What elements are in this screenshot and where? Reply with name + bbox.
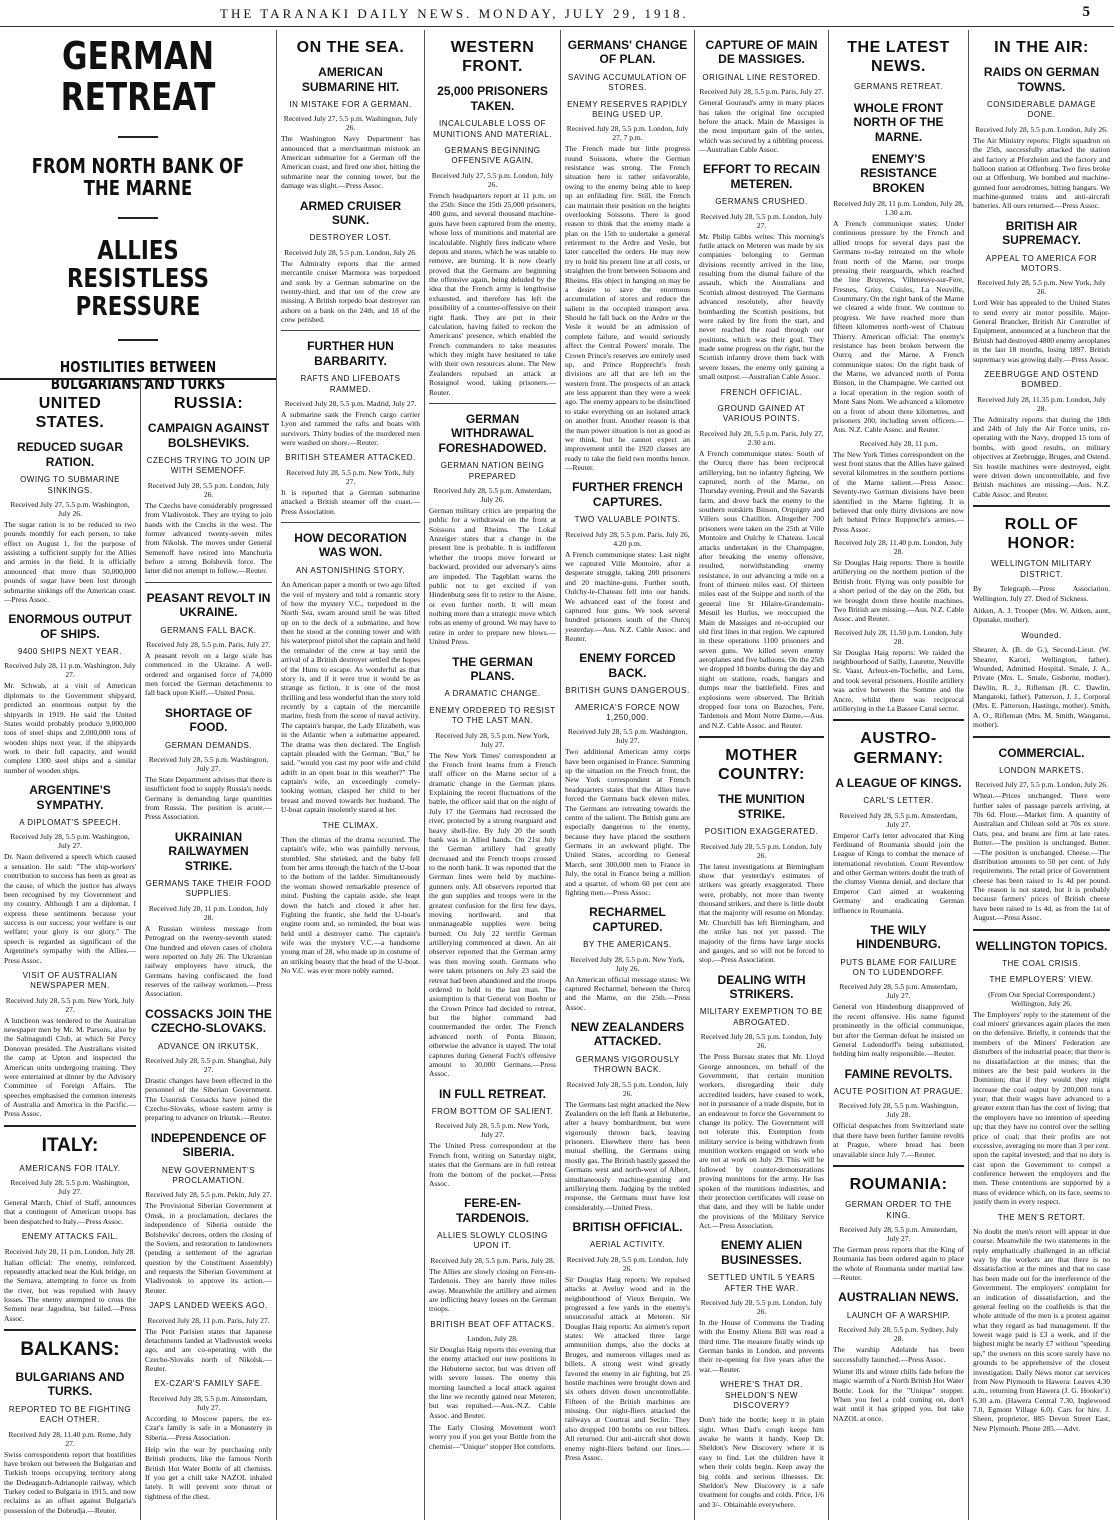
masthead-title: THE TARANAKI DAILY NEWS. MONDAY, JULY 29, 1918.: [220, 6, 689, 21]
article-body: The latest investigations at Birmingham show that yesterday's estimates of strikers was greatly exaggerated. There were, probably, not more than twenty thousand strikers, and there is little doubt that the majority will resume on Monday. Mr. Churchill has left Birmingham, and the strike has not yet passed. The majority of the firms have large stocks and gauges, and so will not be forced to stop.—Press Association.: [699, 861, 824, 965]
article-heading: HOW DECORATION WAS WON.: [294, 530, 407, 560]
article-heading: COSSACKS JOIN THE CZECHO-SLOVAKS.: [145, 1006, 272, 1036]
subheading: ORIGINAL LINE RESTORED.: [702, 72, 821, 82]
divider: [4, 1329, 136, 1331]
article-body: Official despatches from Switzerland state that there have been further famine revolts at Prague, where bread has been unavailable since July 7.—Reuter.: [833, 1121, 964, 1159]
subheading: AMERICA'S FORCE NOW 1,250,000.: [575, 702, 680, 722]
subheading: PUTS BLAME FOR FAILURE ON TO LUDENDORFF.: [840, 957, 957, 978]
article-heading: BRITISH AIR SUPREMACY.: [1002, 218, 1081, 248]
subheading: AMERICANS FOR ITALY.: [19, 1163, 121, 1173]
article-body: The Washington Navy Department has announced that a merchantman mistook an American submarine for a German off the American coast, and fired one shot, hitting the submarine near the conning tower, but the damage was slight.—Press Assoc.: [281, 134, 420, 191]
subheading: GERMAN NATION BEING PREPARED: [440, 461, 545, 481]
article-heading: THE GERMAN PLANS.: [452, 654, 533, 683]
dateline: Received July 28, 5.5 p.m. Pekin, July 27.: [145, 1190, 272, 1200]
article-body: Then the climax of the drama occurred. The captain's wife, who was painfully nervous, stumbled. She shrieked, and the baby fell from her arms through the hatch of the U-boat to the bottom of the ladder. Simultaneously the woman showed remarkable presence of mind. Pushing the captain aside, she leapt down the hatch and closed it after her. Fighting the frantic, she held the U-boat's engine room and, so reminded, the boat was held until a destroyer came. The captain's wife was the mystery V.C.—a handsome young man of 28, who made up in costume of an striking beauty that the head of the U-boat. No V.C. was ever more nobly earned.: [281, 834, 420, 976]
article-body: The Employers' reply to the statement of the coal miners' grievances again places the men on the defensive. Briefly, it contends that the members of the Miners' Federation are disturbers of the industrial peace; that there is no dissatisfaction at the mines; that the miners are the best paid workers in the Dominion; that if they would they might increase the coal output by 200,000 tons a year; that their wages have advanced to a greater extent than has the cost of living; that the employers have no intention of speeding up; that they have no control over the selling price of coal; that their profits are not excessive, averaging no more than 3 per cent. upon the capital invested; and that no duty is cast upon the Government to compel a conference between the employers and the men. These contentions are supported by a mass of evidence which, on its face, seems to justify them in every respect.: [973, 1009, 1110, 1207]
subheading: AERIAL ACTIVITY.: [589, 1240, 666, 1250]
article-body: A French communique states: Under continuous pressure by the French and allied troops for several days past the Germans to-day retreated on the whole front north of the Marne, our troops pressing their rearguards, which reached the line Bruyeres, Villeneuve-sur-Fere, Fresnes, Grisy, Cuisles, La Neuville, Coummary. On the right bank of the Marne we cleared a wide front. We continue to progress. We have reached more than fifteen kilometres north-west of Chateau Thierry. American official: The enemy's resistance has been broken between the Ourcq and the Marne. A French communique states: On the right bank of the Marne, we advanced north of Ponta Binson, in the Champagne. We carried out a local operation in the region south of Mont Sans Nom. We advanced a kilometre on a front of about three kilometres, and prisoners 200, including seven officers.—Aus. N.Z. Cable Assoc. and Reuter.: [833, 219, 964, 435]
dateline: Received July 28, 5.5 p.m. London, July 26.: [566, 1254, 689, 1273]
article-heading: IN FULL RETREAT.: [439, 1086, 546, 1101]
divider: [0, 378, 276, 380]
article-heading: EFFORT TO RECAIN METEREN.: [702, 162, 821, 191]
article-body: According to Moscow papers, the ex-Czar's family is safe in a Monastery in Siberia.—Press Association.: [145, 1413, 272, 1442]
article-body: The New York Times correspondent on the west front states that the Allies have gained several kilometres in the southern portions of the Marne salient.—Press Assoc. Seventy-two German divisions have been identified in the Marne fighting. It is believed that only thirty divisions are now left behind Prince Rupprecht's armies.—Press Assoc.: [833, 449, 964, 534]
article-heading: BULGARIANS AND TURKS.: [15, 1369, 125, 1399]
section-heading: WELLINGTON TOPICS.: [975, 938, 1108, 953]
dateline: London, July 28.: [467, 1334, 518, 1344]
subheading: Wounded.: [1021, 630, 1062, 640]
column-3: [277, 30, 424, 1520]
article-heading: GERMAN WITHDRAWAL FORESHADOWED.: [438, 411, 547, 455]
article-heading: CAPTURE OF MAIN DE MASSIGES.: [705, 38, 818, 67]
divider: [973, 505, 1110, 507]
article-body: The Provisional Siberian Government at Omsk, in a proclamation, declares the independence of Siberia outside the Bolsheviks' decrees, orders the closing of the Soviets, and restoration to landowners (pending a settlement of the agrarian question by the Constituent Assembly) and requests the Siberian Government at Vladivostok to approve its action.—Reuter.: [145, 1201, 272, 1295]
article-body: General Gouraud's army in many places has taken the original line occupied before the attack. Main de Massiges is the most important gain of the series, which was secured by a nibbling process.—Australian Cable Assoc.: [699, 98, 824, 155]
article-body: The French made but little progress round Soissons, where the German resistance was strong. The French situation here is rather unfavorable, owing to the enemy being able to keep up an enfilading fire. Still, the French can maintain their position on the heights overlooking Soissons. There is good reason to think that the enemy made a plan on the 15th to undertake a general retirement to the Ardre and Vesle, but later cancelled the orders. He may now try to hold his present line at all costs, or straighten the front between Soissons and Rheims. His object in hanging on may be a desire to save the enormous accumulation of stores and reduce the salient in the occupied transport area. Should he fall back on the Ardre or the Vesle it would be an admission of complete failure, and would seriously affect the Central Powers' morale. The Crown Prince's reserves are entirely used up, and Prince Rupprecht's fresh divisions are all that are left on the western front. The prospects of an attack are less apparent than they were a week ago. The enemy appears to be disinclined to stake everything on an isolated attack on another front. Another reason is that the man power situation is not as good as we think, but he cannot expect an improvement until the 1920 classes are ready to take the field two months hence.—Reuter.: [565, 144, 690, 473]
article-body: A French communique states: South of the Ourcq there has been reciprocal artillerying, but no infantry fighting. We captured, north of the Marne, on Thursday evening, Preuil and the Savards farm, and drove back the enemy to the southern outskirts Binson, Orquigny and Villers sous Chatillon. Altogether 700 prisoners were taken on the 25th at Ville Montoire and Oulchy le Chateau. Local attacks undertaken in the Champagne, after breaking the enemy offensive, resulted, notwithstanding enemy resistance, in our advancing a mile on a front of thirteen miles east. Of thirteen miles east of the Suippe and north of the general line St Hilaire-Grandemain-Mesnil les Hurlus, we reoccupied the Main de Massiges and re-occupied our old first lines in that region. We captured in these operations 1100 prisoners and seven guns. We killed seven enemy aeroplanes and five balloons. On the 25th we dropped 18 bombs during the day and night on stations, roads, hangars and dumps near the battlefield. Fires and explosions were observed. The British dropped four tons on Bazoches, Fere, Tardenois and Mont Notre Dame.—Aus. and N.Z. Cable Assoc. and Reuter.: [699, 448, 824, 730]
article-body: The warship Adelaide has been successfully launched.—Press Assoc.: [833, 1345, 964, 1364]
subheading: CARL'S LETTER.: [863, 796, 934, 806]
dateline: Received July 28, 5.5 p.m. Amsterdam, July 27.: [839, 810, 958, 829]
article-body: Sir Douglas Haig reports this evening that the enemy attacked our new positions in the Hebuterne sector, but was driven off with severe losses. The enemy this morning launched a local attack against the line we recently gained near Meteren, but was repulsed.—Aus.-N.Z. Cable Assoc. and Reuter.: [429, 1345, 556, 1420]
dateline: Received July 28, 5.5 p.m. Amsterdam, July 27.: [839, 982, 958, 1001]
subheading: REPORTED TO BE FIGHTING EACH OTHER.: [8, 1404, 132, 1425]
subheading: BRITISH BEAT OFF ATTACKS.: [430, 1319, 555, 1329]
subheading: VISIT OF AUSTRALIAN NEWSPAPER MEN.: [22, 970, 118, 991]
subheading: RAFTS AND LIFEBOATS RAMMED.: [300, 374, 401, 394]
article-body: Mr. Philip Gibbs writes: This morning's futile attack on Meteren was made by six companies belonging to German divisions recently arrived in the line, resulting from the dismal failure of the assault, which the Australians and Scottish almost destroyed. The Germans advanced resolutely, after heavily bombarding the Scottish positions, but were raked by fire from the start, and never reached the road through our positions, which was their goal. They made some progress on the right, but the Scottish infantry drove them back with severe losses, the enemy only gaining a small outpost.—Australian Cable Assoc.: [699, 231, 824, 382]
article-body: The Admiralty reports that during the 18th and 24th of July the Air Force units, co-operating with the Navy, dropped 15 tons of bombs, with good results, on military objectives at Zeebrugge, Bruges, and Ostend. Six hostile machines were destroyed, eight were driven down uncontrollable, and five British machines are missing.—Aus. N.Z. Cable Assoc. and Reuter.: [973, 414, 1110, 499]
article-heading: NEW ZEALANDERS ATTACKED.: [570, 1020, 685, 1049]
column-2: [141, 386, 276, 1520]
section-heading: ROUMANIA:: [849, 1175, 948, 1193]
article-heading: THE MUNITION STRIKE.: [718, 792, 805, 821]
dateline: Received July 28, 5.5 p.m. New York, July 27.: [286, 467, 415, 486]
section-heading: COMMERCIAL.: [998, 745, 1085, 760]
divider: [281, 330, 420, 331]
article-heading: ARGENTINE'S SYMPATHY.: [29, 783, 111, 812]
dateline: Received July 28, 5.5 p.m. London, July 26.: [147, 480, 270, 499]
divider: [973, 929, 1110, 931]
dateline: Received July 28, 5.5 p.m. Shanghai, July 27.: [145, 1055, 272, 1074]
section-heading: THE LATEST NEWS.: [847, 39, 950, 76]
subheading: TWO VALUABLE POINTS.: [574, 515, 681, 525]
section-heading: UNITED STATES.: [35, 395, 105, 432]
advertisement: Help win the war by purchasing only British products, like the famous North British Hot Water Bottle of all chemists. If you get a chill take NAZOL inhaled lately. It will prevent sore throat or tightness of the chest.: [145, 1444, 272, 1501]
article-heading: FURTHER FRENCH CAPTURES.: [572, 480, 683, 509]
article-heading: RAIDS ON GERMAN TOWNS.: [983, 65, 1100, 94]
subheading: IN MISTAKE FOR A GERMAN.: [289, 99, 412, 109]
article-body: A French communique states: Last night we captured Ville Montoire, after a desperate struggle, taking 200 prisoners and 20 machine-guns. Further south, Oulchy-le-Chateau fell into our hands. We advanced east of the forest and captured four guns. We took several hundred prisoners south of the Ourcq yesterday.—Aus. N.Z. Cable Assoc. and Reuter.: [565, 549, 690, 644]
article-heading: ENEMY'S RESISTANCE BROKEN: [860, 151, 937, 195]
article-heading: AMERICAN SUBMARINE HIT.: [301, 65, 400, 94]
dateline: Received July 28, 5.5 p.m. London, July 26.: [700, 841, 823, 860]
article-body: Lord Weir has appealed to the United States to send every air motor possible. Major-General Brancker, British Air Controller of Equipment, announced at a luncheon that the British had destroyed 4800 enemy aeroplanes in the last 18 months, losing 1897. British supremacy was growing daily.—Press Assoc.: [973, 298, 1110, 364]
dateline: Received July 28, 5.5 p.m. New York, July 26.: [977, 278, 1106, 297]
subheading: LAUNCH OF A WARSHIP.: [846, 1310, 951, 1320]
column-4: [425, 30, 560, 1520]
divider: [118, 217, 158, 219]
subheading: THE EMPLOYERS' VIEW.: [989, 975, 1094, 985]
article-body: The Press Bureau states that Mr. Lloyd George announces, on behalf of the Government, that certain munition workers, disregarding their duly accredited leaders, have ceased to work, not in pursuance of a trade dispute, but in an endeavour to force the Government to change its policy. The Government will not tolerate this. Exemption from military service is being withdrawn from munition workers engaged on work who are not at work on July 29. This will be followed by counter-demonstrations proving munitions for the army. He has spoken of the munitions industries, and their protection certificates will cease on that date, and they will be liable under the provisions of the Military Service Act.—Press Association.: [699, 1052, 824, 1230]
dateline: Received July 28, 5.5 p.m. London, July 26.: [284, 247, 417, 257]
subheading: OWING TO SUBMARINE SINKINGS.: [20, 475, 120, 495]
subheading: EX-CZAR'S FAMILY SAFE.: [154, 1379, 263, 1389]
article-body: The State Department advises that there is insufficient food to supply Russia's needs. Germany is demanding large quantities from Russia. The position is acute.—Press Association.: [145, 774, 272, 822]
subheading: APPEAL TO AMERICA FOR MOTORS.: [985, 253, 1098, 273]
subheading: NEW GOVERNMENT'S PROCLAMATION.: [161, 1165, 256, 1186]
dateline: Received July 28, 5.5 p.m. London, July 27, 7 p.m.: [566, 124, 689, 143]
dateline: Received July 28, 5.5 p.m. London, July 26.: [700, 1297, 823, 1316]
divider: [973, 736, 1110, 738]
article-body: The German press reports that the King of Roumania has been ordered again to place the whole of Roumania under martial law.—Reuter.: [833, 1244, 964, 1283]
section-heading: IN THE AIR:: [994, 39, 1089, 56]
dateline: Received July 28, 5.5 p.m. Washington, July 28.: [838, 1101, 959, 1120]
subheading: ENEMY ORDERED TO RESIST TO THE LAST MAN.: [429, 705, 556, 726]
dateline: Received July 28, 5.5 p.m. New York, July 26.: [570, 954, 685, 973]
subheading: THE MEN'S RETORT.: [997, 1212, 1086, 1222]
article-body: Aitken, A. J. Trooper (Mrs. W. Aitken, aunt, Opunake, mother).: [973, 606, 1110, 625]
column-6: [695, 30, 828, 1520]
dateline: Received July 28, 11.40 p.m. London, July 28.: [834, 538, 963, 557]
article-heading: AUSTRALIAN NEWS.: [838, 1290, 959, 1305]
subheading: SAVING ACCUMULATION OF STORES.: [567, 72, 688, 93]
dateline: Received July 27, 5.5 p.m. London, July 26.: [431, 170, 554, 189]
dateline: Received July 27, 5.5 p.m. London, July 26.: [975, 780, 1108, 790]
subheading: POSITION EXAGGERATED.: [704, 827, 819, 837]
dateline: Received July 28, 5.5 p.m. Paris, July 27.: [146, 639, 271, 649]
article-heading: SHORTAGE OF FOOD.: [164, 705, 253, 735]
article-heading: ARMED CRUISER SUNK.: [299, 198, 402, 227]
advertisement: The Early Closing Movement won't worry you if you get your Bottle from the chemist—"Unique" stopper Hot comforts.: [429, 1423, 556, 1451]
dateline: Received July 28, 11 p.m. London, July 28, 1.30 a.m.: [833, 199, 964, 218]
subheading: INCALCULABLE LOSS OF MUNITIONS AND MATERIAL.: [433, 119, 552, 139]
subheading: ADVANCE ON IRKUTSK.: [158, 1041, 259, 1051]
subheading: CONSIDERABLE DAMAGE DONE.: [986, 99, 1097, 120]
divider: [145, 582, 272, 583]
headline-deck: ALLIES RESISTLESS PRESSURE: [66, 236, 210, 323]
dateline: Received July 28, 5.5 p.m. Paris, July 27.: [699, 87, 824, 97]
dateline: Received July 28, 5.5 p.m. New York, July 27.: [435, 1121, 550, 1140]
subheading: THE COAL CRISIS.: [1002, 958, 1081, 968]
article-heading: RECHARMEL CAPTURED.: [589, 905, 666, 934]
article-body: The Admiralty reports that the armed mercantile cruiser Marmora was torpedoed and sunk by a German submarine on the twenty-third, and that ten of the crew are missing. A British torpedo boat destroyer ran ashore on a bank on the 24th, and 18 of the crew perished.: [281, 258, 420, 325]
subheading: GROUND GAINED AT VARIOUS POINTS.: [717, 403, 806, 424]
article-heading: FURTHER HUN BARBARITY.: [307, 339, 394, 368]
article-body: It is reported that a German submarine attacked a British steamer off the coast.—Press Association.: [281, 487, 420, 516]
page-number: 5: [1082, 4, 1090, 20]
dateline: Received July 28, 5.5 p.m. Washington, July 27.: [10, 1178, 130, 1196]
section-heading: ITALY:: [41, 1134, 99, 1156]
advertisement: Winter ills and winter chills fade before the magic warmth of a North British Hot Water Bottle. Look for the "Unique" stopper. When you feel a cold coming on, don't wait until it has gripped you, but take NAZOL at once.: [833, 1366, 964, 1423]
column-7: [829, 30, 968, 1520]
divider: [699, 736, 824, 738]
subheading: BRITISH GUNS DANGEROUS.: [565, 686, 690, 696]
subheading: CZECHS TRYING TO JOIN UP WITH SEMENOFF.: [146, 455, 271, 476]
dateline: Received July 28, 5.5 p.m. Paris, July 26, 4.20 p.m.: [565, 529, 690, 548]
article-body: Drastic changes have been effected in the personnel of the Siberian Government. The Ussurisk Cossacks have joined the Czecho-Slovaks, whose eastern army is preparing to advance on Irkutsk.—Reuter.: [145, 1075, 272, 1123]
dateline: Received July 28, 5.5 p.m. Madrid, July 27.: [284, 398, 417, 408]
advertisement: Don't hide the bottle; keep it in plain sight. When Dad's cough keeps him awake he wants it handy. Keep Dr. Sheldon's New Discovery where it is easy to find. Let the children have it when their colds begin. Keep away the big colds and serious illnesses. Dr. Sheldon's New Discovery is a safe treatment for coughs and colds. Price, 1/6 and 3/-. Obtainable everywhere.: [699, 1415, 824, 1509]
article-heading: BRITISH OFFICIAL.: [572, 1220, 683, 1235]
subheading: ENEMY RESERVES RAPIDLY BEING USED UP.: [567, 99, 688, 119]
divider: [118, 136, 158, 138]
article-body: Emperor Carl's letter advocated that King Ferdinand of Roumania should join the League of Kings to combat the menace of international revolution. Count Reventlow and other German writers doubt the truth of the clumsy Vienna denial, and declare that Emperor Carl aimed at weakening Germany and eradicating German influence in Roumania.: [833, 830, 965, 915]
article-body: In the House of Commons the Trading with the Enemy Aliens Bill was read a third time. The measure finally winds up German banks in London, and prevents their re-opening for five years after the war.—Reuter.: [699, 1317, 824, 1374]
article-heading: FERE-EN-TARDENOIS.: [455, 1196, 530, 1225]
dateline: Received July 28, 5.5 p.m. Amsterdam, July 27.: [839, 1224, 958, 1243]
dateline: Received July 28, 5.5 p.m. Paris, July 27, 2.30 a.m.: [699, 428, 824, 447]
headline-deck: HOSTILITIES BETWEEN BULGARIANS AND TURKS: [50, 358, 226, 393]
dateline: Received July 28, 5.5 p.m. London, July 26.: [975, 124, 1108, 134]
subheading: GERMANS FALL BACK.: [160, 625, 257, 635]
subheading: BY THE AMERICANS.: [583, 940, 672, 950]
section-heading: AUSTRO-GERMANY:: [853, 730, 944, 767]
article-body: The Czechs have considerably progressed from Vladivostok. They are trying to join hands with the Czechs in the west. The former advanced twenty-seven miles from Nikolsk. The moves under General Semenoff have retired into Manchuria before a strong Bolshevik force. The latter did not attempt to follow.—Reuter.: [145, 500, 272, 576]
subheading: ZEEBRUGGE AND OSTEND BOMBED.: [984, 369, 1099, 390]
article-heading: GERMANS' CHANGE OF PLAN.: [567, 38, 688, 67]
dateline: Received July 27, 5.5 p.m. Washington, July 26.: [10, 499, 130, 518]
dateline: Received July 28, 5.5 p.m. Amsterdam, July 27.: [149, 1393, 268, 1412]
article-body: A peasant revolt on a large scale has commenced in the Ukraine. A well-ordered and organised force of 74,000 men forced the German detachments to fall back upon Kieff.—United Press.: [145, 650, 272, 698]
main-headline: GERMAN RETREAT: [60, 34, 216, 120]
subheading: 9400 SHIPS NEXT YEAR.: [17, 647, 123, 657]
subheading: FRENCH OFFICIAL.: [720, 387, 803, 397]
subheading: WELLINGTON MILITARY DISTRICT.: [991, 559, 1092, 579]
article-body: The Germans last night attacked the New Zealanders on the left flank at Hebuterne, after a heavy bombardment, but were vigorously thrown back, leaving prisoners. Elsewhere there has been mutual shelling, the Germans using mostly gas. The British hastily gassed the Germans west and north-west of Albert, simultaneously machine-gunning and artillerying them. Judging by the trebled response, the Germans must have lost considerably.—United Press.: [565, 1099, 690, 1212]
article-heading: ENEMY FORCED BACK.: [579, 651, 676, 680]
subheading: A DIPLOMAT'S SPEECH.: [19, 818, 121, 828]
dateline: Received July 28, 5.5 p.m. Washington, July 27.: [148, 754, 269, 773]
dateline: Received July 28, 11.35 p.m. London, July 28.: [977, 394, 1106, 413]
subheading: FROM BOTTOM OF SALIENT.: [431, 1107, 554, 1117]
article-body: French headquarters report at 11 p.m. on the 25th: Since the 15th 25,000 prisoners, 400 guns, and several thousand machine-guns have been captured from the enemy, whose loss of munitions and material are incalculable. Nightly fires indicate where depots and stores, which he was unable to remove, are burning. It is now clearly proved that the Germans are beginning the offensive again, being deluded by the idea that the French army is lengthwise exhausted, and therefore has left the possibility of a counter-offensive on their right flank. They are put in their calculation, having failed to reckon the Americans' presence, which enabled the French commanders to take measures which they might have hesitated to take with their own resources alone. The New Zealanders repulsed an attack at Rossignol wood, taking prisoners.—Reuter.: [429, 190, 556, 397]
article-body: German military critics are preparing the public for a withdrawal on the front at Soissons and Rheims. The Lokal Anzeiger states that a change in the present line is probable. It is indifferent whether the troops move forward or backward, provided our adversary's aims are impeded. The Tageblatt warns the public not to get excited if von Hindenburg sees fit to retire to the Aisne, or even further north. It will mean nothing more than a strategic move which robs an enemy of ground. We may have to retire in order to prepare new blows.—United Press.: [429, 505, 556, 647]
section-heading: ON THE SEA.: [296, 39, 405, 56]
article-body: The sugar ration is to be reduced to two pounds monthly for each person, to take effect on August 1, for the purpose of assisting a sufficient supply for the Allies and armies in the field. It is officially announced that more than 50,000,000 pounds of sugar have been lost through submarine sinkings off the American coast.—Press Assoc.: [4, 519, 136, 604]
article-body: Mr. Schwab, at a visit of American diplomats to the Government shipyard, predicted an enormous output by the shipyards in 1919. He said the United States would probably produce 9,000,000 tons of steel ships and 2,000,000 tons of wooden ships next year, if the shipyards work to their full capacity, and would complete 1300 steel ships and a similar number of wooden ships.: [4, 681, 136, 775]
article-heading: REDUCED SUGAR RATION.: [16, 440, 123, 469]
dateline: Received July 28, 11 p.m. Paris, July 27.: [147, 1315, 270, 1325]
dateline: Received July 28, 5.5 p.m. New York, July 27.: [435, 730, 550, 749]
subheading: LONDON MARKETS.: [999, 765, 1084, 775]
subheading: GERMANS CRUSHED.: [715, 197, 808, 207]
dateline: Received July 28, 5.5 p.m. Washington, July 27.: [567, 727, 688, 746]
section-heading: WESTERN FRONT.: [450, 39, 535, 76]
divider: [118, 339, 158, 341]
article-heading: THE WILY HINDENBURG.: [856, 922, 941, 952]
front-headline-block: [0, 30, 276, 393]
subheading: ACUTE POSITION AT PRAGUE.: [833, 1087, 964, 1097]
section-heading: BALKANS:: [20, 1339, 120, 1361]
divider: [4, 1125, 136, 1127]
article-heading: FAMINE REVOLTS.: [844, 1066, 953, 1081]
dateline: Received July 28, 11.40 p.m. Rome, July 27.: [8, 1429, 132, 1448]
article-body: A luncheon was tendered to the Australian newspaper men by Mr. M. Parsons, also by the Salmagundi Club, at which Sir Percy Donovan presided. The Australians visited the camp at Upton and inspected the American units undergoing training. They were entertained at dinner by the Advisory Committee of Foreign Affairs. The speeches emphasised the common interests of Australia and America in the Pacific.—Press Assoc.: [4, 1015, 136, 1119]
article-body: Italian official: The enemy, reinforced, repeatedly attacked near the Kuk bridge, on the Sernava, attempting to force us from the river, but was repulsed with heavy losses. The enemy attempted to cross the Semeni near Jagodina, but failed.—Press Assoc.: [4, 1257, 136, 1323]
article-body: The United Press correspondent at the French front, writing on Saturday night, states that the Germans are in full retreat from the bottom of the pocket.—Press Assoc.: [429, 1141, 556, 1188]
article-body: By Telegraph.—Press Association. Wellington, July 27. Died of Sickness.: [973, 584, 1110, 603]
subheading: MILITARY EXEMPTION TO BE ABROGATED.: [699, 1007, 824, 1027]
dateline: Received July 28, 5.5 p.m. London, July 26.: [700, 1032, 823, 1051]
subheading: GERMANS BEGINNING OFFENSIVE AGAIN.: [444, 145, 541, 166]
divider: [833, 719, 964, 721]
dateline: Received July 28, 11 p.m.: [859, 438, 938, 448]
article-body: The Air Ministry reports: Flight squadron on the 25th, successfully attacked the station and factory at Pforzheim and the factory and balloon station at Offenburg. Two fires broke out at Offenburg. We bombed and machine-gunned four aerodromes, hitting hangars. We machine-gunned trains and anti-aircraft batteries. All ours returned.—Press Assoc.: [973, 135, 1110, 211]
dateline: Received July 28, 5.5 p.m. Sydney, July 28.: [838, 1325, 959, 1344]
article-body: General March, Chief of Staff, announces that a contingent of American troops has been despatched to Italy.—Press Assoc.: [4, 1198, 136, 1226]
subheading: JAPS LANDED WEEKS AGO.: [149, 1301, 268, 1311]
article-heading: ENORMOUS OUTPUT OF SHIPS.: [8, 612, 132, 641]
subheading: GERMAN DEMANDS.: [164, 740, 253, 750]
subheading: BRITISH STEAMER ATTACKED.: [285, 453, 416, 463]
subheading: ALLIES SLOWLY CLOSING UPON IT.: [437, 1231, 548, 1251]
article-body: An American official message states: We captured Recharmel, between the Ourcq and the Marne, on the 25th.—Press Assoc.: [565, 974, 690, 1012]
column-8: [969, 30, 1114, 1520]
article-body: General von Hindenburg disapproved of the recent offensive. His name figured prominently in the official communique, but after the German defeat he insisted on General Ludendorff's being substituted, holding him really responsible.—Reuter.: [833, 1002, 964, 1059]
article-body: Sir Douglas Haig reports: We repulsed attacks at Aveluy wood and in the neighbourhood of Vieux Berquin. We progressed a few yards in the enemy's unsuccessful attack at Meteren. Sir Douglas Haig reports: An airmen's report states: We attacked three large ammunition dumps, also the docks at Bruges, and numerous villages used as billets. A strong west wind greatly favored the enemy in air fighting, but 25 hostile machines were brought down and six others driven down uncontrollable. Fifteen of the British machines are missing. Our night-fliers attacked the railways at Courtrai and Seclin. They also dropped 100 bombs on rest billets. All returned. Our anti-aircraft shot down enemy night-fliers behind our lines.—Press Assoc.: [565, 1274, 690, 1462]
dateline: Received July 28, 5.5 p.m. Paris, July 28.: [430, 1255, 555, 1265]
article-body: No doubt the men's retort will appear in due course. Meanwhile the two statements in the reply emphatically challenged in an official way by the workers are that there is no dissatisfaction at the mines and that no case has been made out for the interference of the Government. The employers' complaint for an indication of dissatisfaction, and the general feeling on the coalfields is that the whole attitude of the men is a protest against what they regard as bad management. If the lowest wage paid is £3 a week, and if the highest might be nearly £7 without "speeding up," the owners on this score surely have no grounds to be apprehensive of the closest investigation. Daily News motor car services from New Plymouth to Hawera: Leaves 4.30 a.m., returning from Hawera (J. G. Hooker's) 6.30 a.m. (Hawera Central 7.30, Inglewood 7.0, Egmont Village 6.0). Cars for hire. J. Sheen, proprietor, 885 Devon Street East, New Plymouth. Phone 285.—Advt.: [973, 1226, 1110, 1433]
subheading: A DRAMATIC CHANGE.: [444, 689, 541, 699]
article-body: The New York Times' correspondent at the French front learns from a French staff officer on the Marne sector of a dramatic change in the German plans. Explaining the recent fluctuations of the battle, the officer said that on the night of July 17 the Germans had recrossed the river, protected by a strong rearguard and heavy shell-fire. By July 20 the south bank was in Allied hands. On 21st July the German artillery had greatly decreased and the French troops crossed to the north bank. It was reported that the German lines were held by machine-gunners only. All observers reported that the gun supplies and troops were in the greatest confusion for the first few days, moving northward, and that unmanageable supplies were being burned. On July 22 terrific German artillerying commenced at dawn. An air observer reported that the German army was then moving south. Germans who were taken prisoners on July 23 said the retreat had been abandoned and the troops ordered to hold to the last man. The assumption is that General von Boehn or the Crown Prince had decided to retreat, but the higher command had countermanded the order. The French advanced north of Ponta Binson, otherwise the advance is stayed. The total captures during General Foch's offensive amount to 30,000 Germans.—Press Assoc.: [429, 750, 556, 1079]
article-body: Wheat.—Prices unchanged. There were further sales of passage parcels arriving, at 70s 6d. Flour.—Market firm. A quantity of Australian and Chilean sold at 70s ex store. Oats, pea, and beans are firm at late rates. Butter.—The position is unchanged. Butter.—The position is unchanged. Cheese.—The distribution amounts to 50 per cent. of July requirements. The retail price of Government cheese has been raised to 1s 4d per pound. The reason is not stated, but it is probably because farmers' prices of British cheese have been raised to 1s 4d, as from the 1st of August.—Press Assoc.: [973, 791, 1110, 923]
article-body: The Allies are slowly closing on Fere-en-Tardenois. They are barely three miles away. Meanwhile the artillery and airmen are inflicting heavy losses on the German troops.: [429, 1266, 556, 1314]
dateline: Received July 28, 5.5 p.m. Amsterdam, July 26.: [433, 485, 552, 504]
subheading: WHERE'S THAT DR. SHELDON'S NEW DISCOVERY?: [720, 1380, 803, 1410]
section-heading: MOTHER COUNTRY:: [718, 747, 805, 784]
article-body: Swiss correspondents report that hostilities have broken out between the Bulgarian and Turkish troops occupying territory along the Dedeagatch-Adrianople railway, which Turkey ceded to Bulgaria in 1915, and now reclaims as an offset against Bulgaria's possession of the Dobrudja.—Reuter.: [4, 1449, 136, 1515]
dateline: Received July 28, 11 p.m. London, July 28.: [4, 1246, 136, 1256]
dateline: Received July 28, 11 p.m. Washington, July 27.: [4, 661, 136, 680]
divider: [429, 403, 556, 404]
article-heading: INDEPENDENCE OF SIBERIA.: [150, 1130, 267, 1160]
article-heading: CAMPAIGN AGAINST BOLSHEVIKS.: [147, 421, 270, 450]
divider: [281, 522, 420, 523]
subheading: ENEMY ATTACKS FAIL.: [21, 1232, 119, 1242]
article-body: Two additional American army corps have been organised in France. Summing up the situation on the French front, the New York correspondent at French headquarters states that the Allies have forced the Germans back eleven miles. The Germans are retreating towards the centre of the salient. The British guns are especially dangerous to the enemy, because they have placed the southern Germans in an awkward plight. The United States, according to General March, sent 300,000 men to France in July, the total in France being a million and a quarter, of whom 60 per cent are fighting men.—Press Assoc.: [565, 747, 690, 897]
article-heading: WHOLE FRONT NORTH OF THE MARNE.: [853, 100, 944, 144]
subheading: AN ASTONISHING STORY.: [295, 565, 406, 575]
dateline: Received July 28, 5.5 p.m. London, July 27.: [700, 211, 823, 230]
masthead: [0, 0, 1114, 27]
section-heading: ROLL OF HONOR:: [1004, 516, 1079, 553]
subheading: SETTLED UNTIL 5 YEARS AFTER THE WAR.: [707, 1273, 816, 1293]
dateline: Received July 28, 5.5 p.m. London, July 26.: [566, 1079, 689, 1098]
headline-deck: FROM NORTH BANK OF THE MARNE: [31, 154, 245, 200]
dateline: Received July 28, 5.5 p.m. Washington, July 27.: [10, 832, 130, 851]
dateline: Received July 27, 5.5 p.m. Washington, July 26.: [283, 114, 418, 133]
section-heading: RUSSIA:: [173, 395, 244, 412]
article-body: A Russian wireless message from Petrograd on the twenty-seventh stated: One hundred and eleven cases of cholera were reported on July 26. The Ukrainian railway employees have struck, the Germans having confiscated the food reserves of the railway workmen.—Press Association.: [145, 923, 272, 999]
dateline: Received July 28, 11 p.m. London, July 28.: [148, 903, 269, 922]
column-1: [0, 386, 140, 1520]
dateline: Received July 28, 11.50 p.m. London, July 28.: [834, 627, 963, 646]
article-body: Dr. Naon delivered a speech which caused a sensation. He said: "The ship-workers' contribution to success has been as great as the cause, of which the justice has always been recognised by my Government and my country. Although I am a diplomat, I express these sentiments because your success is our success; your welfare is our welfare; your glory is our glory." The speech is regarded as significant of the Argentine's sympathy with the Allies.—Press Assoc.: [4, 852, 136, 965]
article-heading: DEALING WITH STRIKERS.: [717, 972, 806, 1002]
article-body: A submarine sank the French cargo carrier Lyon and rammed the rafts and boats with survivors. Thirty bodies of the murdered men were washed on shore.—Reuter.: [281, 409, 420, 448]
article-heading: 25,000 PRISONERS TAKEN.: [437, 84, 548, 113]
subheading: DESTROYER LOST.: [309, 233, 392, 243]
article-heading: PEASANT REVOLT IN UKRAINE.: [146, 590, 271, 620]
article-body: Sir Douglas Haig reports: We raided the neighbourhood of Sailly, Laurette, Neuville St. Vaast, Arleux-en-Tochelle, and Lens, and took several prisoners. Hostile artillery was active between the Somme and the Ancre, whilst there was reciprocal artillerying in the La Bassee Canal sector.: [833, 647, 964, 713]
article-body: An American paper a month or two ago lifted the veil of mystery and told a romantic story of how the mystery V.C., torpedoed in the North Sea, swam around until he was lifted up on to the deck of a submarine, and how then he stood at the conning tower and with his waterproof pistol shot the captain and held the remainder of the crew at bay until the arrival of a British destroyer settled the hopes of the Huns to escape. As wonderful as that story is, and if it were true it would be as strange as fiction, it is one of the most thrilling and less wonderful than the story told recently by a captain of the mercantile marine, fresh from the scene of naval activity. The captain's barque, the Lady Elizabeth, was in the Atlantic when a submarine appeared. The drama was then declared. The English captain pleaded with the German. "But," he said, "would you cast my poor wife and child adrift in an open boat in this weather?" The captain's wife, an exceedingly comely-looking woman, clasped her child to her breast and moved towards her husband. The U-boat captain insolently stared at her.: [281, 580, 420, 815]
article-heading: UKRAINIAN RAILWAYMEN STRIKE.: [168, 829, 249, 873]
subheading: THE CLIMAX.: [322, 820, 379, 830]
subheading: GERMANS RETREAT.: [854, 82, 943, 92]
column-5: [561, 30, 694, 1520]
article-body: Shearer, A. (B. de G.), Second-Lieut. (W. Shearer, Karori, Wellington, father). Wounded, Admitted Hospital. Smale, J. A., Private (Mrs. L. Smale, Gisborne, mother). Dawlin, R. J., Rifleman (R. C. Dawlin, Mangatoki, father). Patterson, J. J., Corporal (Mrs. E. Patterson, Hastings, mother). Smith, A. O., Rifleman (Mrs. M. Smith, Wanganui, mother).: [973, 645, 1110, 730]
subheading: GERMAN ORDER TO THE KING.: [845, 1200, 952, 1220]
article-body: Sir Douglas Haig reports: There is hostile artillerying on the northern portion of the British front. Flying was only possible for a short period of the day on the 26th, but we brought down three hostile machines. Two British are missing.—Aus. N.Z. Cable Assoc. and Reuter.: [833, 558, 964, 624]
divider: [833, 1165, 964, 1167]
subheading: GERMANS VIGOROUSLY THROWN BACK.: [575, 1054, 680, 1075]
article-heading: ENEMY ALIEN BUSINESSES.: [720, 1238, 803, 1267]
dateline: (From Our Special Correspondent.) Wellington, July 26.: [988, 989, 1095, 1008]
article-body: The Petit Parisien states that Japanese detachments landed at Vladivostok weeks ago, and are co-operating with the Czecho-Slovaks north of Nikolsk.—Reuter.: [145, 1326, 272, 1374]
article-heading: A LEAGUE OF KINGS.: [835, 775, 962, 790]
subheading: GERMANS TAKE THEIR FOOD SUPPLIES.: [145, 879, 272, 899]
dateline: Received July 28, 5.5 p.m. New York, July 27.: [5, 995, 135, 1014]
